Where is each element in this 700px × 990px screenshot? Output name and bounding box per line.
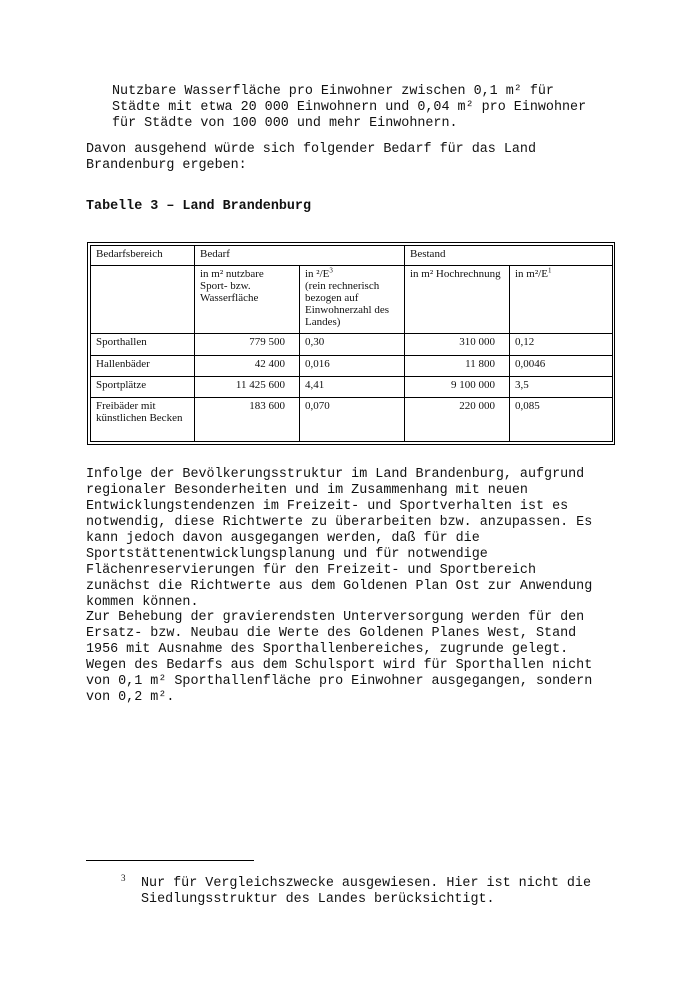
header-bedarfsbereich: Bedarfsbereich <box>91 246 195 266</box>
bedarf-value: 11 425 600 <box>195 377 300 398</box>
unit-label: in m²/E <box>515 268 548 280</box>
row-name: Freibäder mit künstlichen Becken <box>91 398 195 442</box>
footnote-ref: 3 <box>329 266 333 275</box>
text-line: Entwicklungstendenzen im Freizeit- und Sportverhalten ist es <box>86 499 569 514</box>
text-line: 1956 mit Ausnahme des Sporthallenbereiches, zugrunde gelegt. <box>86 642 569 657</box>
text-line: Siedlungsstruktur des Landes berücksichtigt. <box>141 892 495 907</box>
text-line: Sportstättenentwicklungsplanung und für notwendige <box>86 547 488 562</box>
bedarf-per-capita: 0,016 <box>300 356 405 377</box>
table-row <box>91 377 613 398</box>
bestand-per-capita: 0,12 <box>510 334 613 356</box>
subheader-bedarf-relative <box>300 266 405 334</box>
bestand-value: 220 000 <box>405 398 510 442</box>
text-line: Brandenburg ergeben: <box>86 158 247 173</box>
bedarf-per-capita: 0,070 <box>300 398 405 442</box>
subheader-bestand-relative <box>510 266 613 334</box>
bedarf-per-capita: 0,30 <box>300 334 405 356</box>
text-line: von 0,1 m² Sporthallenfläche pro Einwohner ausgegangen, sondern <box>86 674 593 689</box>
text-line: für Städte von 100 000 und mehr Einwohnern. <box>112 116 458 131</box>
bedarf-value: 42 400 <box>195 356 300 377</box>
subheader-bestand-absolute: in m² Hochrechnung <box>405 266 510 334</box>
text-line: Ersatz- bzw. Neubau die Werte des Goldenen Planes West, Stand <box>86 626 577 641</box>
text-line: Nutzbare Wasserfläche pro Einwohner zwischen 0,1 m² für <box>112 84 554 99</box>
lead-paragraph <box>86 142 617 174</box>
bestand-per-capita: 0,085 <box>510 398 613 442</box>
bedarf-value: 183 600 <box>195 398 300 442</box>
text-line: kommen können. <box>86 595 199 610</box>
intro-paragraph <box>112 84 617 132</box>
text-line: von 0,2 m². <box>86 690 175 705</box>
empty-cell <box>91 266 195 334</box>
unit-label: in ²/E <box>305 268 330 280</box>
bestand-per-capita: 3,5 <box>510 377 613 398</box>
row-name: Hallenbäder <box>91 356 195 377</box>
text-line: Flächenreservierungen für den Freizeit- und Sportbereich <box>86 563 536 578</box>
bedarf-per-capita: 4,41 <box>300 377 405 398</box>
header-bestand: Bestand <box>405 246 613 266</box>
text-line: Davon ausgehend würde sich folgender Bedarf für das Land <box>86 142 536 157</box>
footnote-mark: 3 <box>121 873 126 883</box>
footnote-ref: 1 <box>547 266 552 275</box>
table-row <box>91 398 613 442</box>
body-paragraph <box>86 610 617 706</box>
row-name: Sporthallen <box>91 334 195 356</box>
subheader-bedarf-absolute: in m² nutzbare Sport- bzw. Wasserfläche <box>195 266 300 334</box>
table-row <box>91 334 613 356</box>
table-row <box>91 356 613 377</box>
table-title: Tabelle 3 – Land Brandenburg <box>86 199 311 214</box>
text-line: zunächst die Richtwerte aus dem Goldenen Plan Ost zur Anwendung <box>86 579 593 594</box>
demand-table <box>87 242 615 445</box>
bedarf-value: 779 500 <box>195 334 300 356</box>
text-line: Nur für Vergleichszwecke ausgewiesen. Hier ist nicht die <box>141 876 591 891</box>
text-line: Wegen des Bedarfs aus dem Schulsport wird für Sporthallen nicht <box>86 658 593 673</box>
row-name: Sportplätze <box>91 377 195 398</box>
header-bedarf: Bedarf <box>195 246 405 266</box>
bestand-value: 11 800 <box>405 356 510 377</box>
bestand-value: 310 000 <box>405 334 510 356</box>
body-paragraph <box>86 467 617 611</box>
text-line: Städte mit etwa 20 000 Einwohnern und 0,04 m² pro Einwohner <box>112 100 587 115</box>
text-line: notwendig, diese Richtwerte zu überarbeiten bzw. anzupassen. Es <box>86 515 593 530</box>
text-line: regionaler Besonderheiten und im Zusammenhang mit neuen <box>86 483 528 498</box>
bestand-value: 9 100 000 <box>405 377 510 398</box>
bestand-per-capita: 0,0046 <box>510 356 613 377</box>
text-line: Zur Behebung der gravierendsten Unterversorgung werden für den <box>86 610 585 625</box>
text-line: Infolge der Bevölkerungsstruktur im Land Brandenburg, aufgrund <box>86 467 585 482</box>
footnote-text <box>141 876 621 908</box>
text-line: kann jedoch davon ausgegangen werden, daß für die <box>86 531 480 546</box>
footnote-separator <box>86 860 254 861</box>
unit-note: (rein rechnerisch bezogen auf Einwohnerzahl des Landes) <box>305 280 389 328</box>
